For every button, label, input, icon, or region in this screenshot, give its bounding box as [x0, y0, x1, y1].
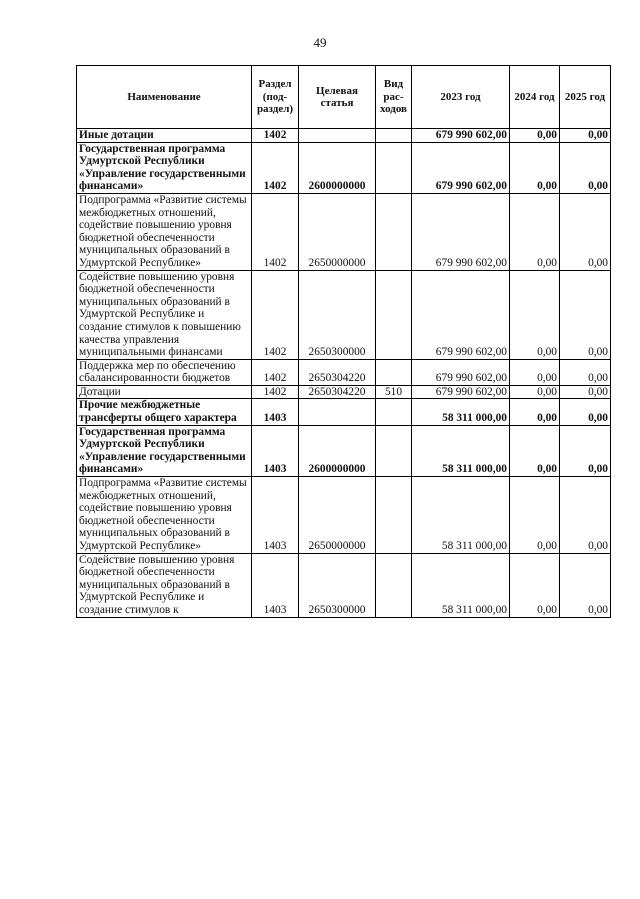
cell-target	[299, 399, 376, 425]
cell-2023: 679 990 602,00	[412, 385, 510, 399]
cell-section: 1402	[252, 385, 299, 399]
cell-target: 2650304220	[299, 359, 376, 385]
cell-section: 1403	[252, 425, 299, 476]
cell-2024: 0,00	[510, 399, 560, 425]
cell-2023: 58 311 000,00	[412, 425, 510, 476]
cell-2025: 0,00	[560, 270, 611, 359]
cell-kind	[376, 129, 412, 143]
cell-name: Поддержка мер по обеспечению сбалансированности бюджетов	[77, 359, 252, 385]
table-row	[77, 425, 611, 476]
header-2024: 2024 год	[510, 66, 560, 129]
cell-2024: 0,00	[510, 359, 560, 385]
cell-name: Иные дотации	[77, 129, 252, 143]
cell-2025: 0,00	[560, 553, 611, 617]
cell-2024: 0,00	[510, 477, 560, 554]
cell-2024: 0,00	[510, 129, 560, 143]
cell-name: Прочие межбюджетные трансферты общего характера	[77, 399, 252, 425]
cell-section: 1402	[252, 193, 299, 270]
cell-kind	[376, 399, 412, 425]
cell-2025: 0,00	[560, 399, 611, 425]
table-row	[77, 129, 611, 143]
cell-target: 2650000000	[299, 477, 376, 554]
cell-section: 1403	[252, 399, 299, 425]
table-row	[77, 193, 611, 270]
cell-section: 1402	[252, 129, 299, 143]
table-row	[77, 477, 611, 554]
cell-target: 2650304220	[299, 385, 376, 399]
cell-name: Подпрограмма «Развитие системы межбюджетных отношений, содействие повышению уровня бюджетной обеспеченности муниципальных образований в Удмуртской Республике»	[77, 193, 252, 270]
budget-table	[76, 65, 611, 618]
table-row	[77, 359, 611, 385]
cell-section: 1403	[252, 553, 299, 617]
cell-2023: 58 311 000,00	[412, 477, 510, 554]
cell-2024: 0,00	[510, 142, 560, 193]
header-name: Наименование	[77, 66, 252, 129]
page-number: 49	[313, 35, 327, 50]
header-kind: Вид рас-ходов	[376, 66, 412, 129]
cell-2025: 0,00	[560, 425, 611, 476]
table-row	[77, 142, 611, 193]
table-header-row	[77, 66, 611, 129]
cell-2023: 679 990 602,00	[412, 129, 510, 143]
cell-name: Содействие повышению уровня бюджетной обеспеченности муниципальных образований в Удмуртской Республике и создание стимулов к повышению качества управления муниципальными финансами	[77, 270, 252, 359]
cell-2025: 0,00	[560, 477, 611, 554]
cell-2025: 0,00	[560, 142, 611, 193]
cell-2025: 0,00	[560, 193, 611, 270]
cell-kind	[376, 425, 412, 476]
table-row	[77, 385, 611, 399]
header-target: Целевая статья	[299, 66, 376, 129]
table-row	[77, 270, 611, 359]
cell-kind	[376, 359, 412, 385]
cell-kind: 510	[376, 385, 412, 399]
cell-2023: 679 990 602,00	[412, 270, 510, 359]
table-body	[77, 129, 611, 618]
cell-name: Государственная программа Удмуртской Республики «Управление государственными финансами»	[77, 142, 252, 193]
cell-2024: 0,00	[510, 385, 560, 399]
cell-section: 1402	[252, 270, 299, 359]
cell-target: 2650300000	[299, 270, 376, 359]
cell-2024: 0,00	[510, 425, 560, 476]
header-section: Раздел (под-раздел)	[252, 66, 299, 129]
cell-kind	[376, 553, 412, 617]
cell-section: 1402	[252, 142, 299, 193]
table-row	[77, 399, 611, 425]
cell-kind	[376, 193, 412, 270]
cell-2024: 0,00	[510, 193, 560, 270]
cell-target	[299, 129, 376, 143]
cell-2025: 0,00	[560, 129, 611, 143]
cell-name: Государственная программа Удмуртской Республики «Управление государственными финансами»	[77, 425, 252, 476]
cell-section: 1403	[252, 477, 299, 554]
cell-section: 1402	[252, 359, 299, 385]
cell-2024: 0,00	[510, 553, 560, 617]
cell-2023: 58 311 000,00	[412, 399, 510, 425]
cell-target: 2650300000	[299, 553, 376, 617]
cell-2023: 679 990 602,00	[412, 359, 510, 385]
cell-name: Дотации	[77, 385, 252, 399]
cell-2023: 679 990 602,00	[412, 193, 510, 270]
cell-name: Подпрограмма «Развитие системы межбюджетных отношений, содействие повышению уровня бюджетной обеспеченности муниципальных образований в Удмуртской Республике»	[77, 477, 252, 554]
cell-target: 2600000000	[299, 425, 376, 476]
cell-2023: 58 311 000,00	[412, 553, 510, 617]
cell-2023: 679 990 602,00	[412, 142, 510, 193]
cell-target: 2650000000	[299, 193, 376, 270]
cell-kind	[376, 142, 412, 193]
header-2025: 2025 год	[560, 66, 611, 129]
cell-2024: 0,00	[510, 270, 560, 359]
cell-2025: 0,00	[560, 359, 611, 385]
cell-name: Содействие повышению уровня бюджетной обеспеченности муниципальных образований в Удмуртской Республике и создание стимулов к	[77, 553, 252, 617]
cell-target: 2600000000	[299, 142, 376, 193]
cell-kind	[376, 477, 412, 554]
table-row	[77, 553, 611, 617]
cell-kind	[376, 270, 412, 359]
cell-2025: 0,00	[560, 385, 611, 399]
header-2023: 2023 год	[412, 66, 510, 129]
